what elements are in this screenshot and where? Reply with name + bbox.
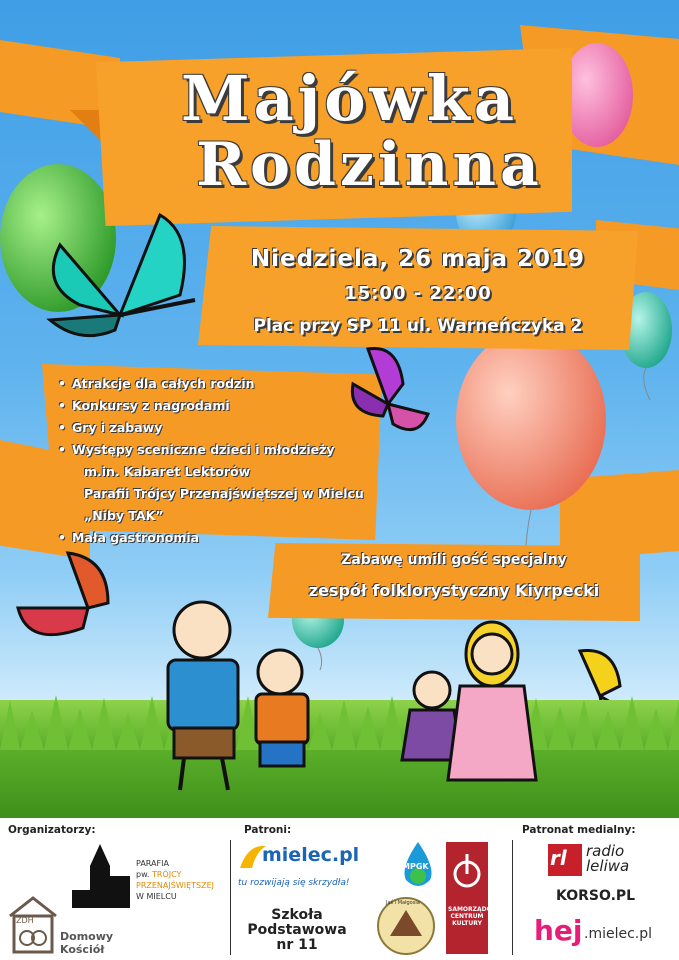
domowy-kosciol-text: Domowy Kościół xyxy=(60,930,114,956)
mielec-logo: mielec.pl xyxy=(262,844,360,866)
event-time: 15:00 - 22:00 xyxy=(344,283,492,304)
domowy-kosciol-logo xyxy=(8,896,58,954)
guest-line-2: zespół folklorystyczny Kiyrpecki xyxy=(308,581,600,600)
program-item: Parafii Trójcy Przenajświętszej w Mielcu xyxy=(84,486,364,501)
program-item: • Występy sceniczne dzieci i młodzieży xyxy=(58,442,335,457)
jas-label: Jaś i Małgosia xyxy=(386,900,420,906)
hej-logo: hej xyxy=(534,914,583,947)
radio-leliwa-text: radio leliwa xyxy=(586,842,630,875)
divider xyxy=(230,840,231,955)
program-item: • Konkursy z nagrodami xyxy=(58,398,230,413)
program-list xyxy=(58,373,388,549)
butterfly-red xyxy=(8,548,118,658)
program-item: „Niby TAK” xyxy=(84,508,164,523)
program-item: m.in. Kabaret Lektorów xyxy=(84,464,251,479)
divider xyxy=(512,840,513,955)
hej-domain: .mielec.pl xyxy=(584,926,653,942)
centrum-kultury-label: SAMORZĄDOWE CENTRUM KULTURY xyxy=(448,906,503,927)
mielec-tagline: tu rozwijają się skrzydła! xyxy=(238,878,350,888)
event-place: Plac przy SP 11 ul. Warneńczyka 2 xyxy=(253,316,583,336)
family-illustration xyxy=(140,590,560,810)
balloon-peach xyxy=(456,330,606,510)
footer xyxy=(0,818,679,960)
radio-leliwa-mark: rl xyxy=(550,846,567,870)
zdh-label: ZDH xyxy=(16,916,34,925)
program-item: • Gry i zabawy xyxy=(58,420,163,435)
church-icon xyxy=(72,840,132,910)
butterfly-teal xyxy=(20,205,220,355)
organizers-label: Organizatorzy: xyxy=(8,824,96,836)
title-line-2: Rodzinna xyxy=(196,130,543,200)
korso-logo: KORSO.PL xyxy=(556,888,636,904)
title-line-1: Majówka xyxy=(180,62,519,135)
mpgk-label: MPGK xyxy=(402,862,429,871)
butterfly-purple xyxy=(348,344,438,444)
event-date: Niedziela, 26 maja 2019 xyxy=(250,246,586,272)
centrum-kultury-icon xyxy=(446,848,488,898)
parafia-text: PARAFIA pw. TRÓJCY PRZENAJŚWIĘTSZEJ W MIELCU xyxy=(136,859,214,901)
media-label: Patronat medialny: xyxy=(522,824,636,836)
program-item: • Atrakcje dla całych rodzin xyxy=(58,376,255,391)
guest-line-1: Zabawę umili gość specjalny xyxy=(341,552,567,568)
szkola-text: Szkoła Podstawowa nr 11 xyxy=(247,907,347,953)
patrons-label: Patroni: xyxy=(244,824,292,836)
program-item: • Mała gastronomia xyxy=(58,530,200,545)
